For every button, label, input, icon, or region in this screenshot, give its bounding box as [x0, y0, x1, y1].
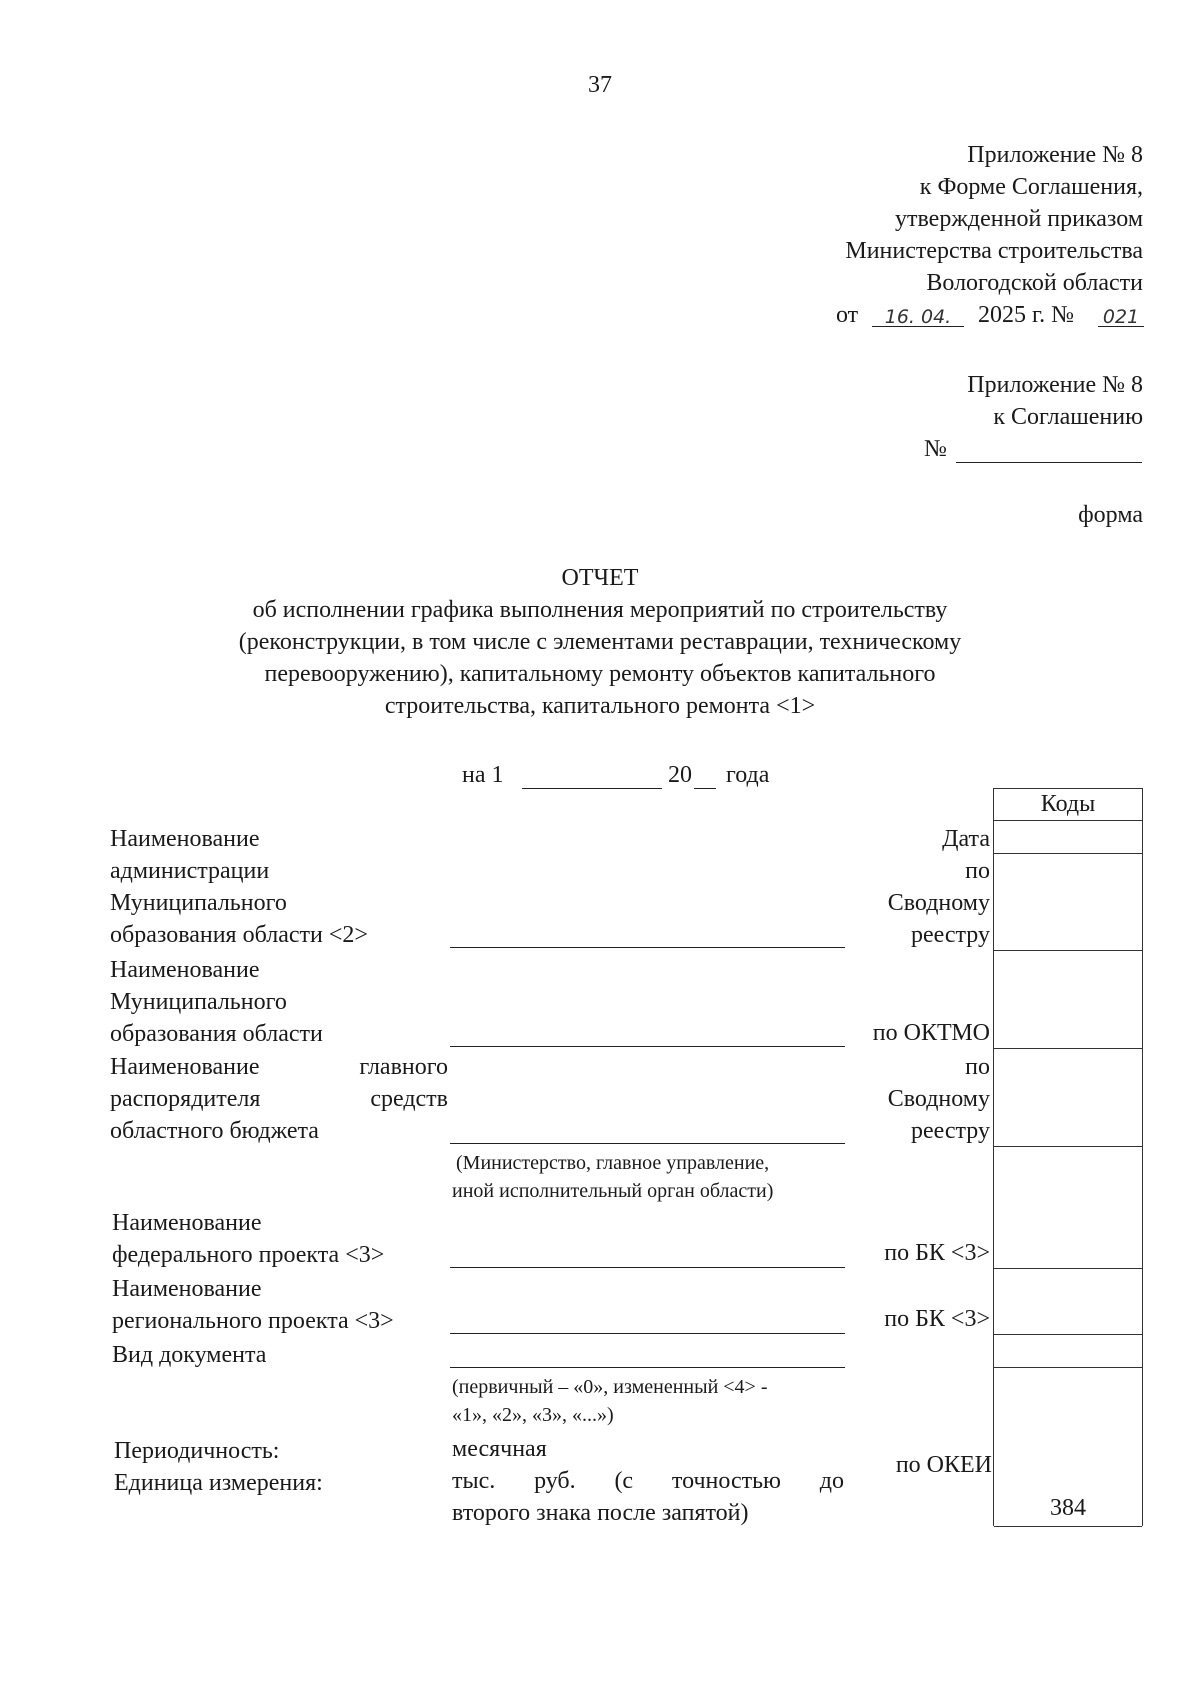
field-main-manager-line-2 — [110, 1084, 448, 1114]
code-cell-bk-1[interactable] — [994, 1146, 1142, 1269]
federal-project-input-line[interactable] — [450, 1267, 845, 1268]
unit-word-5: до — [819, 1468, 844, 1494]
field-unit-label: Единица измерения: — [114, 1470, 323, 1496]
field-admin-name-line-2: администрации — [110, 858, 270, 884]
header-line-4: Министерства строительства — [845, 238, 1143, 264]
code-cell-registry-1[interactable] — [994, 853, 1142, 951]
label-registry-2-line-1: по — [965, 1054, 990, 1080]
code-cell-doc-type[interactable] — [994, 1334, 1142, 1368]
field-unit-value-line-1 — [452, 1466, 844, 1496]
main-manager-word-1: Наименование — [110, 1054, 260, 1080]
code-cell-registry-2[interactable] — [994, 1048, 1142, 1147]
unit-word-4: точностью — [671, 1468, 781, 1494]
codes-box — [993, 788, 1143, 1526]
code-cell-oktmo[interactable] — [994, 950, 1142, 1049]
unit-word-2: руб. — [534, 1468, 576, 1494]
unit-word-3: (с — [614, 1468, 634, 1494]
label-oktmo: по ОКТМО — [872, 1020, 990, 1046]
field-periodicity-label: Периодичность: — [114, 1438, 280, 1464]
field-doc-type-label: Вид документа — [112, 1342, 267, 1368]
doc-type-note-2: «1», «2», «3», «...») — [452, 1404, 614, 1426]
order-year-text: 2025 г. № — [978, 302, 1075, 328]
as-of-suffix: года — [726, 762, 770, 788]
order-date-line — [836, 300, 1146, 332]
date-prefix: от — [836, 302, 859, 328]
form-label: форма — [1078, 502, 1143, 528]
field-periodicity-value: месячная — [452, 1436, 547, 1462]
main-manager-word-3: распорядителя — [110, 1086, 261, 1112]
field-municipality-line-1: Наименование — [110, 957, 260, 983]
main-manager-note-2: иной исполнительный орган области) — [452, 1180, 774, 1202]
main-manager-note-1: (Министерство, главное управление, — [456, 1152, 770, 1174]
label-registry-1-line-3: реестру — [910, 922, 990, 948]
header-line-5: Вологодской области — [926, 270, 1143, 296]
main-manager-word-2: главного — [359, 1054, 448, 1080]
codes-header: Коды — [994, 788, 1142, 821]
order-number-handwritten: 021 — [1098, 302, 1144, 327]
report-subtitle-1: об исполнении графика выполнения мероприятий по строительству — [252, 597, 948, 623]
field-main-manager-line-3: областного бюджета — [110, 1118, 319, 1144]
page-number: 37 — [588, 72, 612, 98]
field-federal-project-line-1: Наименование — [112, 1210, 262, 1236]
report-title: ОТЧЕТ — [561, 565, 639, 591]
agreement-number-blank — [956, 438, 1142, 463]
label-registry-1-line-2: Сводному — [887, 890, 990, 916]
header-line-3: утвержденной приказом — [894, 206, 1143, 232]
field-admin-name-line-4: образования области <2> — [110, 922, 368, 948]
doc-type-note-1: (первичный – «0», измененный <4> - — [452, 1376, 768, 1398]
municipality-input-line[interactable] — [450, 1046, 845, 1047]
code-cell-bk-2[interactable] — [994, 1268, 1142, 1335]
header-line-1: Приложение № 8 — [967, 142, 1143, 168]
agreement-number-line — [924, 434, 1144, 466]
regional-project-input-line[interactable] — [450, 1333, 845, 1334]
admin-name-input-line[interactable] — [450, 947, 845, 948]
label-okei: по ОКЕИ — [895, 1452, 992, 1478]
field-admin-name-line-1: Наименование — [110, 826, 260, 852]
main-manager-word-4: средств — [370, 1086, 448, 1112]
field-unit-value-line-2: второго знака после запятой) — [452, 1500, 749, 1526]
as-of-month-blank — [522, 764, 662, 789]
main-manager-input-line[interactable] — [450, 1143, 845, 1144]
unit-word-1: тыс. — [452, 1468, 496, 1494]
code-cell-okei[interactable] — [994, 1367, 1142, 1527]
header-line-2: к Форме Соглашения, — [919, 174, 1143, 200]
as-of-year-prefix: 20 — [668, 762, 692, 788]
report-subtitle-2: (реконструкции, в том числе с элементами реставрации, техническому — [238, 629, 962, 655]
order-date-handwritten: 16. 04. — [872, 302, 964, 327]
appendix-line-2: к Соглашению — [993, 404, 1143, 430]
as-of-prefix: на 1 — [462, 762, 504, 788]
agreement-number-prefix: № — [924, 436, 947, 462]
label-bk-2: по БК <3> — [884, 1306, 990, 1332]
field-admin-name-line-3: Муниципального — [110, 890, 287, 916]
field-main-manager-line-1 — [110, 1052, 448, 1082]
field-municipality-line-2: Муниципального — [110, 989, 287, 1015]
report-subtitle-3: перевооружению), капитальному ремонту объектов капитального — [264, 661, 936, 687]
doc-type-input-line[interactable] — [450, 1367, 845, 1368]
field-regional-project-line-2: регионального проекта <3> — [112, 1308, 394, 1334]
field-regional-project-line-1: Наименование — [112, 1276, 262, 1302]
as-of-date-line — [462, 760, 802, 792]
appendix-line-1: Приложение № 8 — [967, 372, 1143, 398]
as-of-year-blank — [694, 764, 716, 789]
field-federal-project-line-2: федерального проекта <3> — [112, 1242, 385, 1268]
label-bk-1: по БК <3> — [884, 1240, 990, 1266]
label-registry-1-line-1: по — [965, 858, 990, 884]
label-date: Дата — [942, 826, 990, 852]
report-subtitle-4: строительства, капитального ремонта <1> — [384, 693, 816, 719]
code-cell-date[interactable] — [994, 820, 1142, 854]
label-registry-2-line-3: реестру — [910, 1118, 990, 1144]
field-municipality-line-3: образования области — [110, 1021, 323, 1047]
okei-code-value: 384 — [1050, 1495, 1086, 1521]
label-registry-2-line-2: Сводному — [887, 1086, 990, 1112]
